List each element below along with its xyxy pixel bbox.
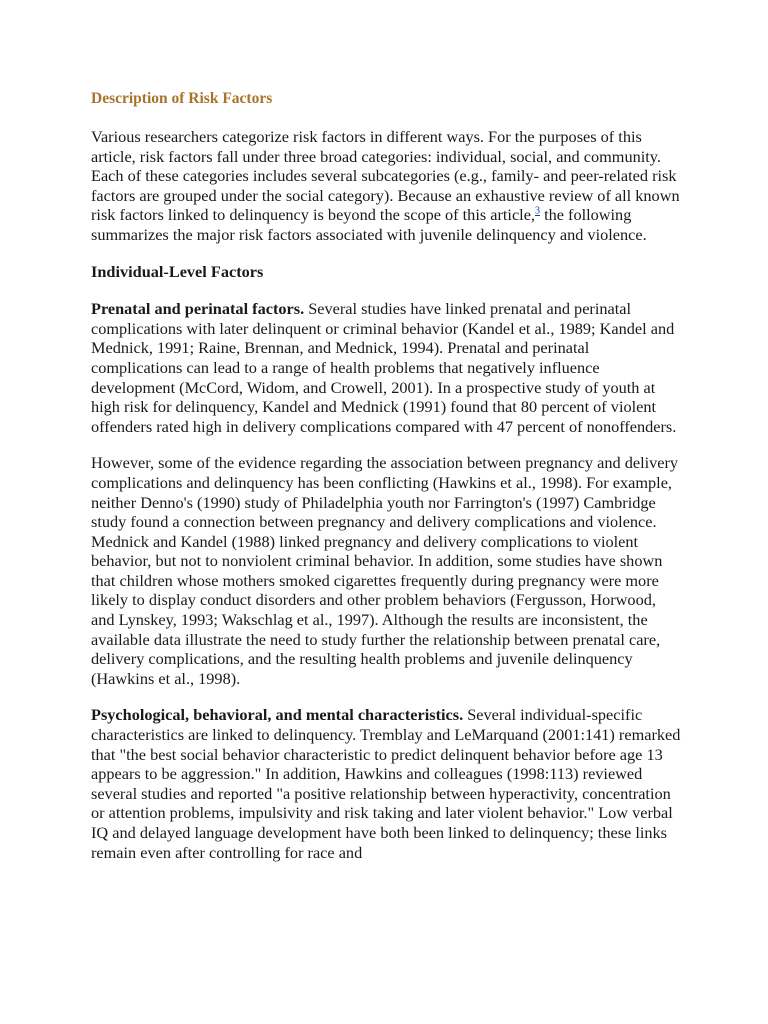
intro-text-after-footnote: the following summarizes the major risk factors associated with juvenile delinquency and violence. bbox=[91, 205, 647, 244]
subsection-title: Individual-Level Factors bbox=[91, 261, 264, 281]
footnote-link[interactable]: 3 bbox=[535, 205, 540, 217]
psychological-text: Several individual-specific characteristics are linked to delinquency. Tremblay and LeMarquand (2001:141) remarked that "the best social behavior characteristic to predict delinquent behavior before age 13 appears to be aggression." In addition, Hawkins and colleagues (1998:113) reviewed several studies and reported "a positive relationship between hyperactivity, concentration or attention problems, impulsivity and risk taking and later violent behavior." Low verbal IQ and delayed language development have both been linked to delinquency; these links remain even after controlling for race and bbox=[91, 705, 681, 862]
prenatal-text: Several studies have linked prenatal and perinatal complications with later delinquent or criminal behavior (Kandel et al., 1989; Kandel and Mednick, 1991; Raine, Brennan, and Mednick, 1994). Prenatal and perinatal complications can lead to a range of health problems that negatively influence development (McCord, Widom, and Crowell, 2001). In a prospective study of youth at high risk for delinquency, Kandel and Mednick (1991) found that 80 percent of violent offenders rated high in delivery complications compared with 47 percent of nonoffenders. bbox=[91, 299, 677, 436]
intro-paragraph bbox=[91, 127, 681, 245]
document-page bbox=[91, 88, 681, 879]
prenatal-paragraph bbox=[91, 299, 681, 436]
section-title: Description of Risk Factors bbox=[91, 90, 273, 107]
psychological-lead: Psychological, behavioral, and mental characteristics. bbox=[91, 705, 464, 725]
psychological-paragraph bbox=[91, 705, 681, 862]
prenatal-lead: Prenatal and perinatal factors. bbox=[91, 299, 305, 319]
evidence-paragraph: However, some of the evidence regarding the association between pregnancy and delivery complications and delinquency has been conflicting (Hawkins et al., 1998). For example, neither Denno's (1990) study of Philadelphia youth nor Farrington's (1997) Cambridge study found a connection between pregnancy and delivery complications and violence. Mednick and Kandel (1988) linked pregnancy and delivery complications to violent behavior, but not to nonviolent criminal behavior. In addition, some studies have shown that children whose mothers smoked cigarettes frequently during pregnancy were more likely to display conduct disorders and other problem behaviors (Fergusson, Horwood, and Lynskey, 1993; Wakschlag et al., 1997). Although the results are inconsistent, the available data illustrate the need to study further the relationship between prenatal care, delivery complications, and the resulting health problems and juvenile delinquency (Hawkins et al., 1998). bbox=[91, 453, 679, 688]
intro-text-before-footnote: Various researchers categorize risk factors in different ways. For the purposes of this article, risk factors fall under three broad categories: individual, social, and community. Each of these categories includes several subcategories (e.g., family- and peer-related risk factors are grouped under the social category). Because an exhaustive review of all known risk factors linked to delinquency is beyond the scope of this article, bbox=[91, 127, 680, 225]
